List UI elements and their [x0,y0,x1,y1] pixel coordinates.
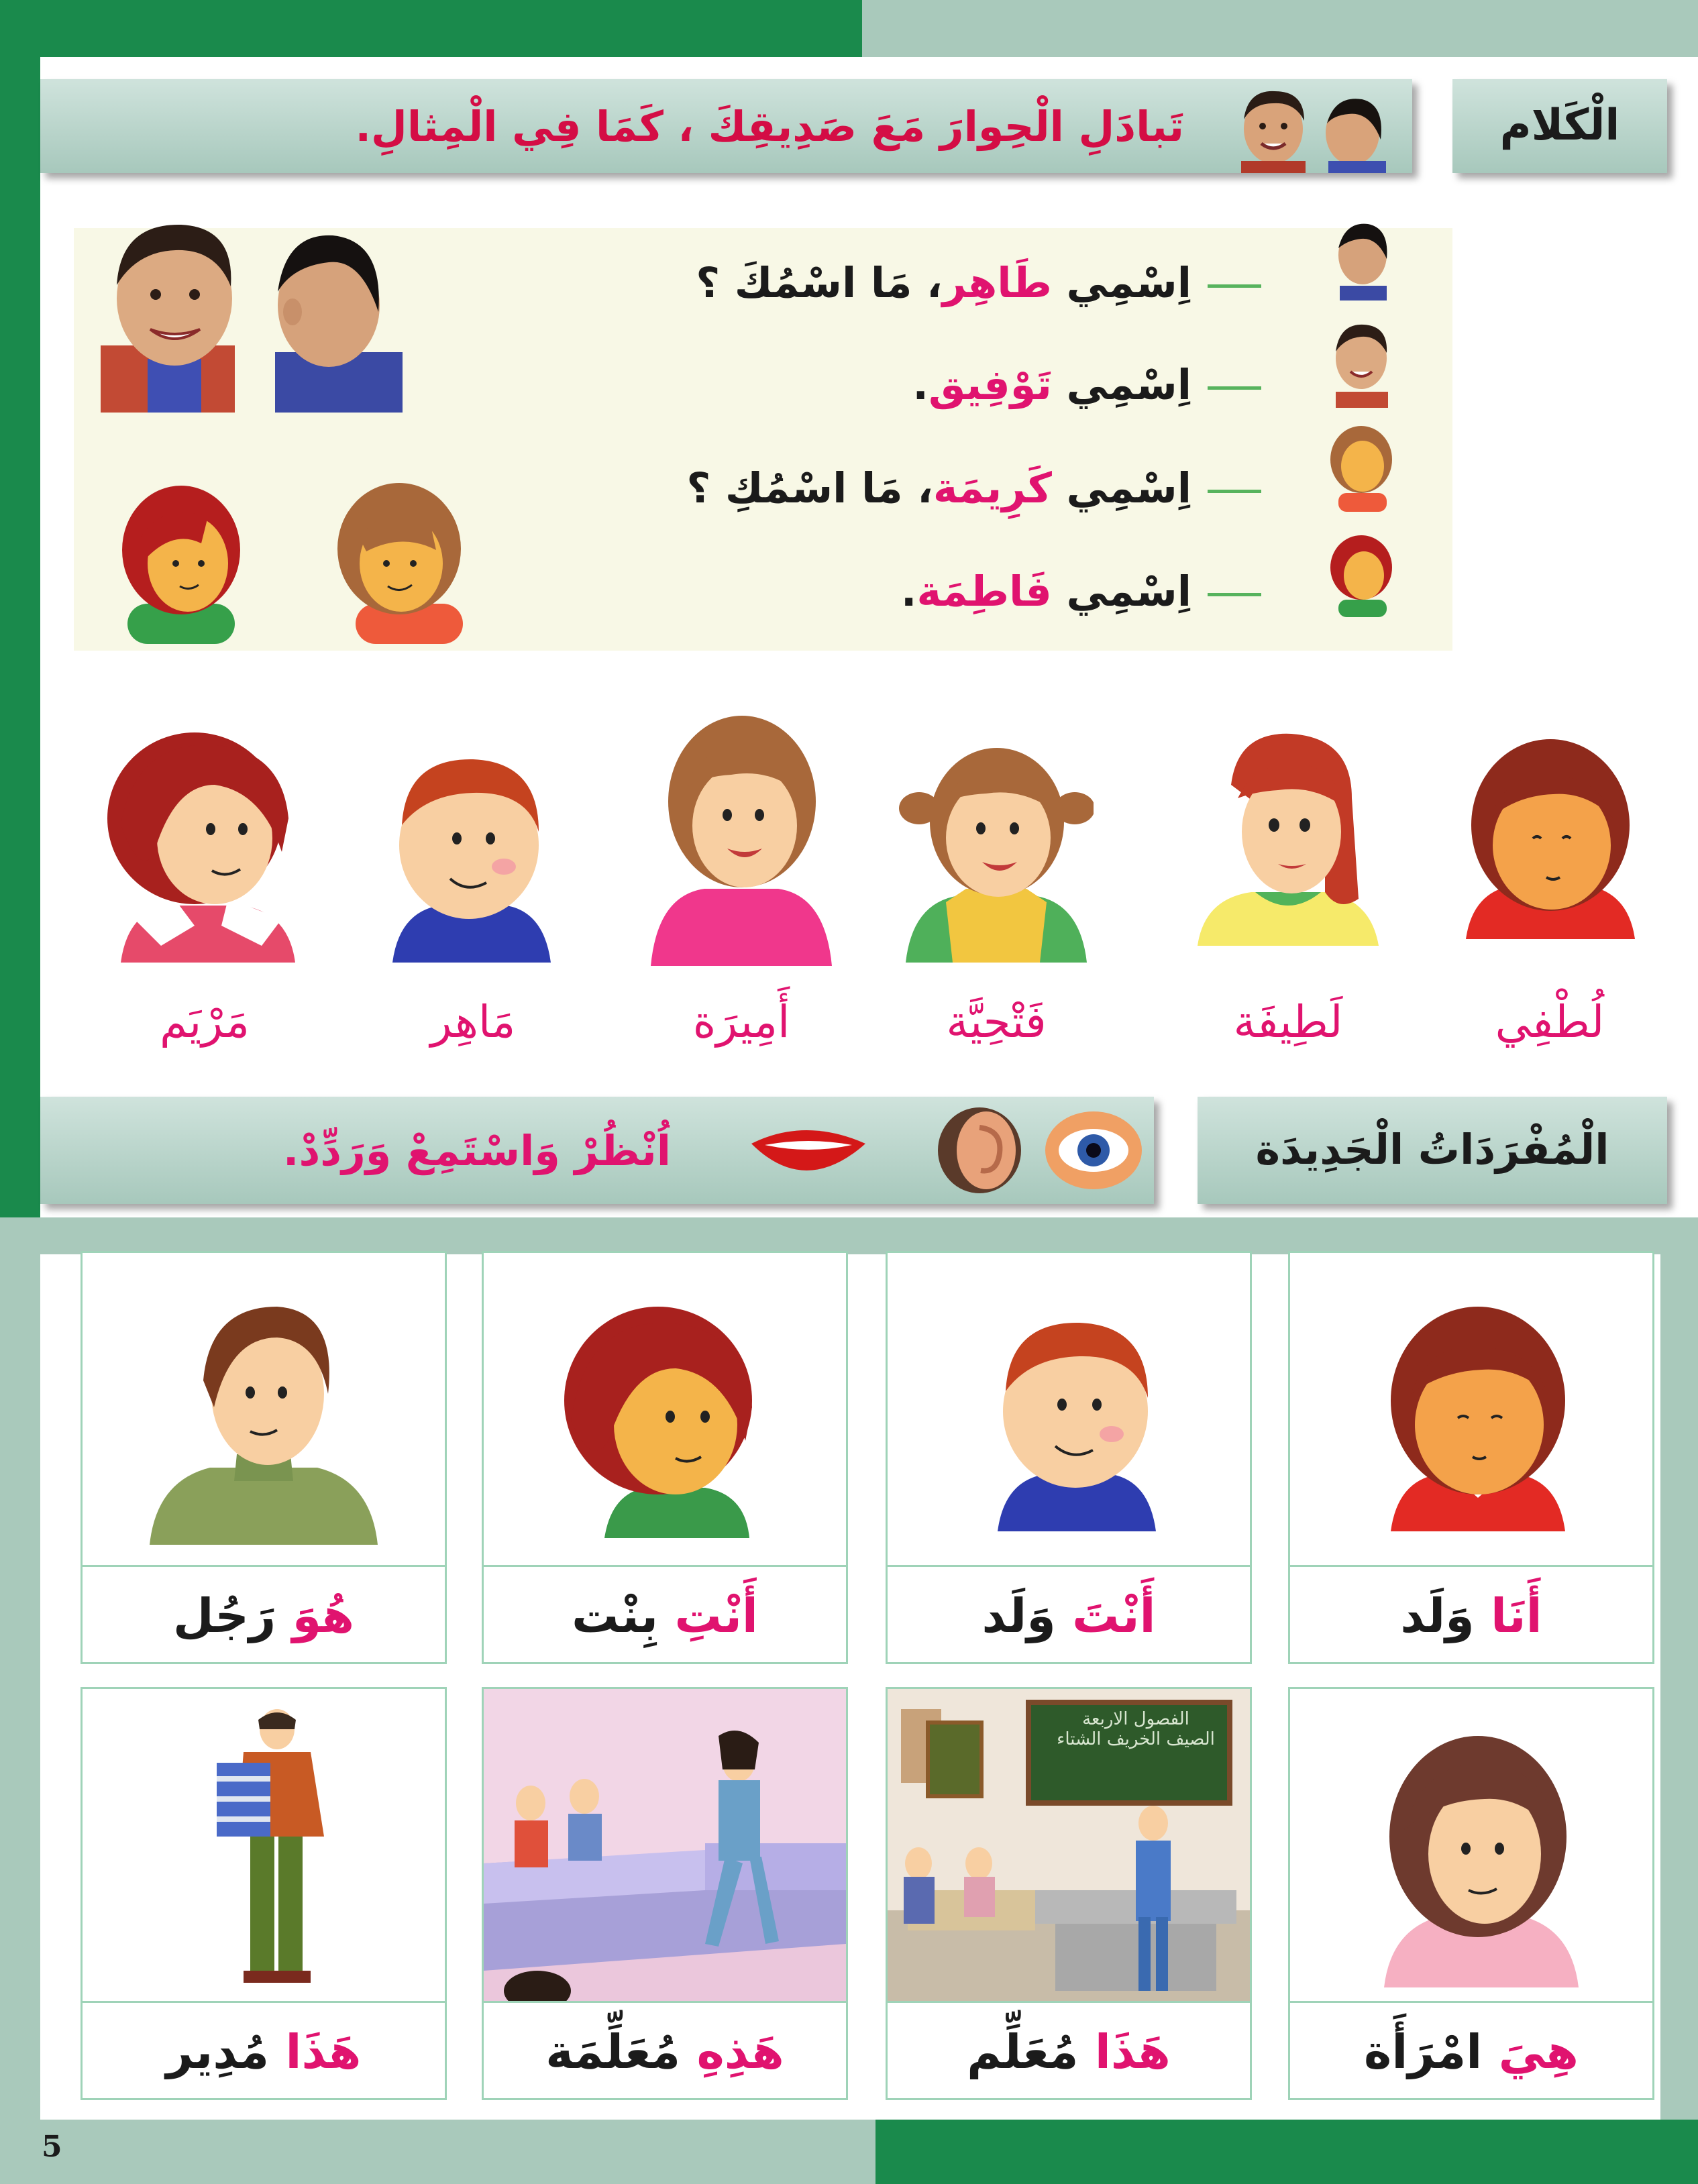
dialogue-dash-2 [1208,386,1261,390]
vocabulary-label-box [1198,1097,1667,1204]
dialogue-line-4-end: . [900,567,917,616]
speaking-label: الْكَلام [1499,101,1620,150]
dialogue-dash-1 [1208,284,1261,288]
speaking-instruction-bar [40,79,1412,173]
page-number: 5 [42,2130,62,2164]
dialogue-line-3-start: اِسْمِي [1051,463,1191,512]
dialogue-speaker-boy-1-icon [1325,215,1399,302]
speaking-instruction-tail: كَمَا فِي الْمِثالِ. [355,102,678,151]
vocab-word-mudir: مُدِير [166,2024,286,2079]
dialogue-line-2 [912,360,1191,409]
vocab-card-anti-bint [482,1251,848,1664]
page-frame-bottom-right [875,2120,1698,2184]
dialogue-line-1-end: ، مَا اسْمُكَ ؟ [696,258,943,307]
man-illustration [150,1280,378,1548]
character-fathiya-illustration [899,721,1094,969]
vocabulary-instruction-bar [40,1097,1154,1204]
character-latifa-illustration [1191,724,1385,952]
vocab-card-hadhihi-muallima [482,1687,848,2100]
character-amira-illustration [644,701,839,969]
character-name-latifa: لَطِيفَة [1233,996,1343,1048]
vocab-word-rajul: رَجُل [172,1588,293,1643]
vocab-caption-ana-walad [1290,1588,1652,1643]
female-teacher-classroom-illustration [484,1689,846,2001]
look-listen-repeat-icons [731,1103,1147,1197]
vocab-caption-hadhihi-muallima [484,2024,846,2079]
vocab-card-huwa-rajul [81,1251,447,1664]
dialogue-dash-3 [1208,490,1261,493]
vocab-pronoun-hiya: هِيَ [1498,2024,1579,2079]
vocab-word-imraa: امْرَأَة [1364,2024,1499,2079]
dialogue-name-3: كَرِيمَة [933,463,1052,512]
page-frame-bottom-left [0,2120,875,2184]
speaking-instruction [355,102,1184,151]
vocabulary-instruction [283,1126,671,1175]
character-name-lutfi: لُطْفِي [1495,996,1605,1048]
girls-talking-illustration [101,463,476,644]
character-name-fathiya: فَتْحِيَّة [946,996,1047,1048]
character-lutfi-illustration [1452,724,1647,946]
chalkboard-line-2: الصيف الخريف الشتاء [1057,1729,1215,1749]
dialogue-dash-4 [1208,593,1261,596]
vocab-card-hiya-imraa [1288,1687,1654,2100]
page-frame-top-right [862,0,1698,57]
page-frame-left-lower [0,1254,40,2184]
page-frame-middle-band [0,1217,1698,1254]
vocab-demonstrative-hadha-1: هَذَا [1094,2024,1171,2079]
vocab-caption-hadha-muallim [888,2024,1250,2079]
vocab-word-walad-2: وَلَد [981,1588,1073,1643]
character-maryam-illustration [94,718,309,966]
chalkboard-line-1: الفصول الاربعة [1082,1709,1189,1729]
dialogue-speaker-boy-2-icon [1325,315,1399,409]
vocabulary-instruction-text: اُنْظُرْ وَاسْتَمِعْ وَرَدِّدْ. [282,1126,671,1175]
vocab-word-walad-1: وَلَد [1400,1588,1491,1643]
character-maher-illustration [386,745,553,966]
character-name-maher: مَاهِر [430,996,516,1048]
vocab-caption-anta-walad [888,1588,1250,1643]
dialogue-line-3 [686,463,1191,512]
dialogue-line-4 [901,567,1191,616]
vocab-card-hadha-muallim [886,1687,1252,2100]
page-frame-left-upper [0,0,40,1254]
ear-icon [938,1107,1021,1193]
vocab-pronoun-ana: أَنَا [1491,1588,1542,1643]
vocab-demonstrative-hadha-2: هَذَا [285,2024,362,2079]
speaking-instruction-main: تَبادَلِ الْحِوارَ مَعَ صَدِيقِكَ ، [678,102,1184,151]
vocab-pronoun-huwa: هُوَ [292,1588,355,1643]
dialogue-line-2-end: . [912,360,928,409]
character-name-amira: أَمِيرَة [692,996,790,1048]
woman-illustration [1364,1723,1592,1991]
dialogue-line-3-end: ، مَا اسْمُكِ ؟ [686,463,933,512]
vocab-caption-hadha-mudir [83,2024,445,2079]
eye-icon [1045,1111,1142,1189]
vocab-card-anta-walad [886,1251,1252,1664]
dialogue-line-4-start: اِسْمِي [1051,567,1191,616]
dialogue-line-2-start: اِسْمِي [1051,360,1191,409]
dialogue-speaker-girl-1-icon [1325,419,1399,513]
vocab-word-muallim: مُعَلِّم [967,2024,1095,2079]
boys-talking-illustration [94,211,409,413]
mouth-icon [751,1130,865,1170]
vocab-caption-huwa-rajul [83,1588,445,1643]
character-name-maryam: مَرْيَم [159,996,250,1048]
speaking-label-box [1452,79,1667,173]
dialogue-line-1-start: اِسْمِي [1051,258,1191,307]
vocab-pronoun-anti: أَنْتِ [674,1588,758,1643]
dialogue-speaker-girl-2-icon [1325,530,1399,617]
chalkboard-text [1042,1709,1230,1749]
dialogue-name-1: طَاهِر [942,258,1052,307]
page-frame-right-strip [1660,1254,1698,2120]
vocab-word-muallima: مُعَلِّمَة [545,2024,697,2079]
vocab-card-ana-walad [1288,1251,1654,1664]
vocab-card-hadha-mudir [81,1687,447,2100]
vocab-caption-hiya-imraa [1290,2024,1652,2079]
boy-lutfi-illustration [1377,1293,1579,1535]
girl-karima-illustration [544,1293,772,1541]
vocab-demonstrative-hadhihi: هَذِهِ [696,2024,784,2079]
dialogue-name-4: فَاطِمَة [916,567,1052,616]
boy-maher-illustration [988,1307,1163,1535]
two-boys-icon [1221,82,1409,173]
vocab-caption-anti-bint [484,1588,846,1643]
vocabulary-label: الْمُفْرَدَاتُ الْجَدِيدَة [1255,1125,1609,1174]
dialogue-name-2: تَوْفِيق [928,360,1052,409]
page-frame-top-left [0,0,862,57]
vocab-pronoun-anta: أَنْتَ [1072,1588,1156,1643]
principal-illustration [176,1702,364,1998]
vocab-word-bint: بِنْت [572,1588,675,1643]
dialogue-line-1 [696,258,1191,307]
